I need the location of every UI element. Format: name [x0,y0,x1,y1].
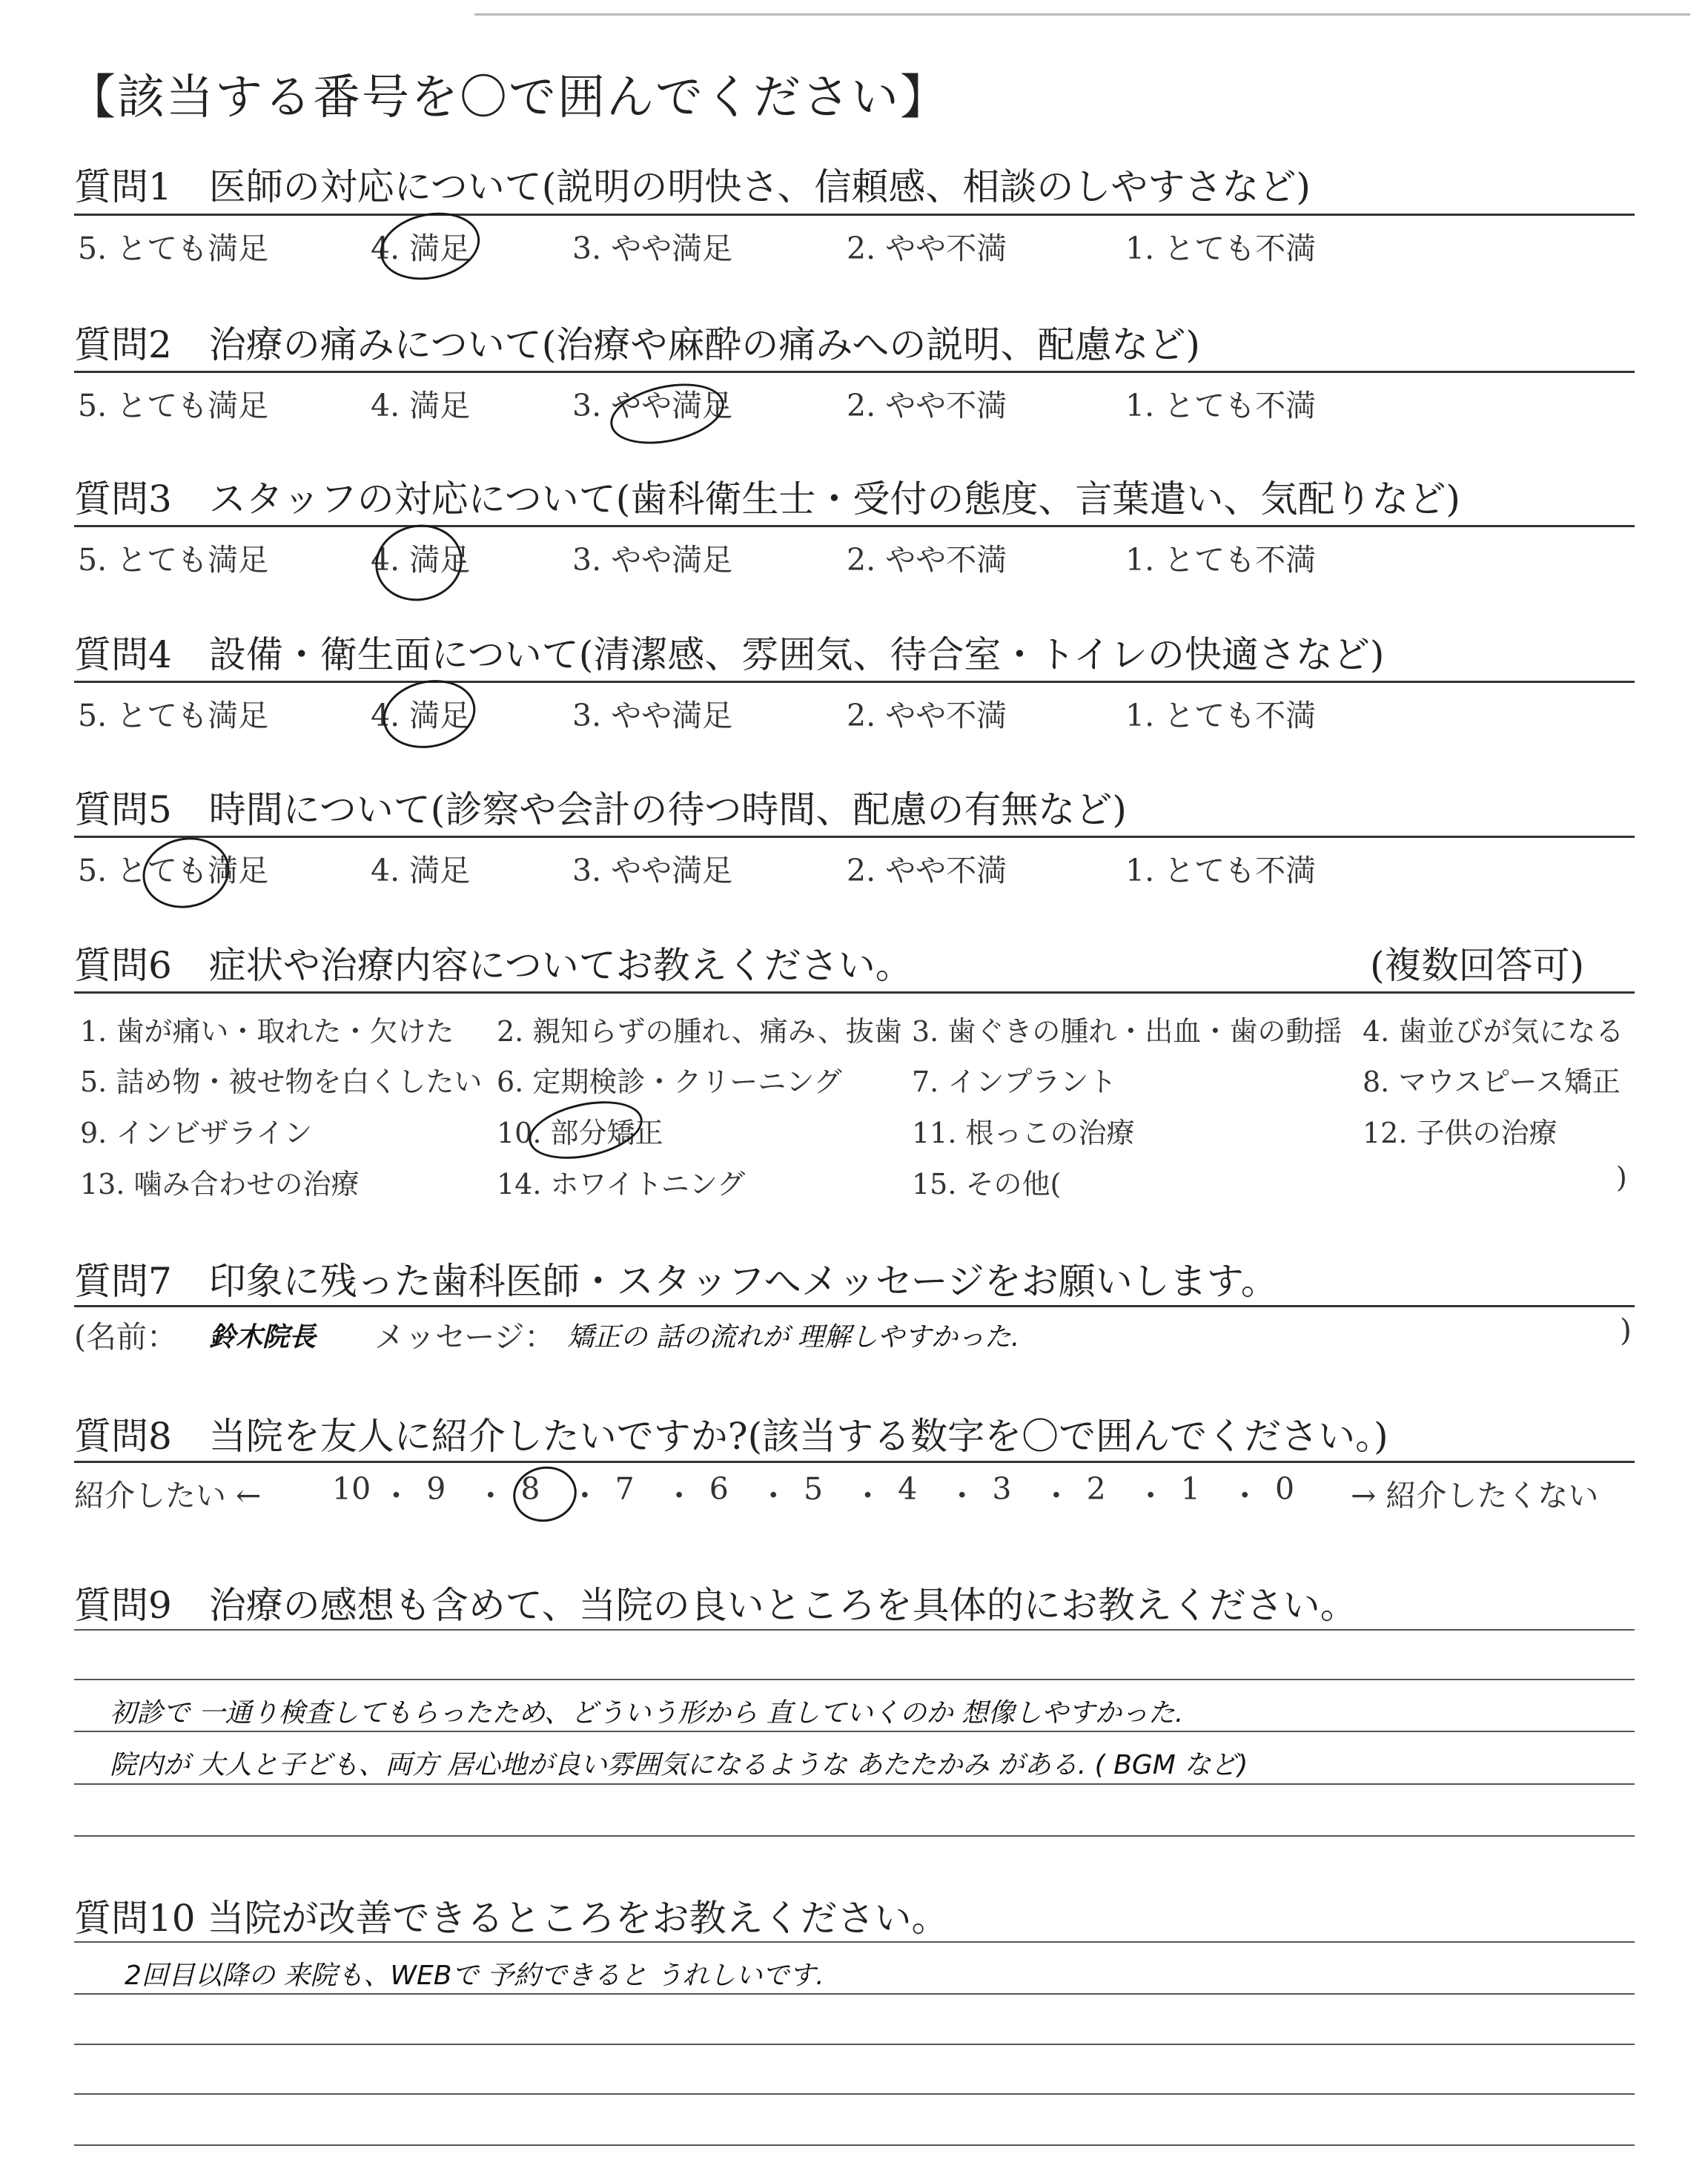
answer-line [74,1731,1635,1732]
option-4[interactable]: 4. 満足 [371,388,471,423]
option-2[interactable]: 2. やや不満 [847,542,1007,578]
option-1[interactable]: 1. とても不満 [1125,698,1317,733]
selection-circle [136,830,236,916]
symptom-item[interactable]: 8. マウスピース矯正 [1363,1066,1621,1098]
symptom-item[interactable]: 4. 歯並びが気になる [1363,1015,1624,1048]
scale-value-6[interactable]: 6 [709,1471,729,1507]
other-close-paren: ) [1616,1161,1627,1194]
question-title: 質問5 時間について(診察や会計の待つ時間、配慮の有無など) [74,788,1127,831]
scale-value-4[interactable]: 4 [898,1471,918,1507]
scale-separator: ・ [1229,1478,1260,1513]
page-header: 【該当する番号を〇で囲んでください】 [68,70,949,125]
question-title: 質問6 症状や治療内容についてお教えください。 [74,944,913,987]
scale-value-1[interactable]: 1 [1180,1471,1200,1507]
question-title: 質問3 スタッフの対応について(歯科衛生士・受付の態度、言葉遣い、気配りなど) [74,478,1460,521]
symptom-item[interactable]: 9. インビザライン [80,1117,313,1149]
option-4[interactable]: 4. 満足 [371,231,471,266]
symptom-item[interactable]: 11. 根っこの治療 [912,1117,1135,1149]
option-3[interactable]: 3. やや満足 [572,388,733,423]
scale-separator: ・ [947,1478,978,1513]
question-title: 質問9 治療の感想も含めて、当院の良いところを具体的にお教えください。 [74,1584,1357,1627]
symptom-item[interactable]: 3. 歯ぐきの腫れ・出血・歯の動揺 [912,1015,1343,1048]
option-3[interactable]: 3. やや満足 [572,231,733,266]
recommend-left-label: 紹介したい ← [74,1478,262,1513]
improvement-answer[interactable]: 2回目以降の 来院も、WEBで 予約できると うれしいです. [125,1961,824,1991]
symptom-item[interactable]: 2. 親知らずの腫れ、痛み、抜歯 [497,1015,902,1048]
good-points-answer[interactable]: 院内が 大人と子ども、両方 居心地が良い雰囲気になるような あたたかみ がある. ( BGM など) [110,1750,1248,1780]
option-4[interactable]: 4. 満足 [371,542,471,578]
option-2[interactable]: 2. やや不満 [847,853,1007,888]
scale-separator: ・ [569,1478,600,1513]
option-3[interactable]: 3. やや満足 [572,542,733,578]
option-1[interactable]: 1. とても不満 [1125,853,1317,888]
symptom-item[interactable]: 12. 子供の治療 [1363,1117,1558,1149]
message-close-paren: ) [1620,1312,1632,1348]
option-3[interactable]: 3. やや満足 [572,853,733,888]
scale-separator: ・ [758,1478,789,1513]
divider [74,214,1635,216]
option-5[interactable]: 5. とても満足 [78,853,269,888]
divider [74,681,1635,683]
divider [74,1461,1635,1463]
option-2[interactable]: 2. やや不満 [847,388,1007,423]
option-4[interactable]: 4. 満足 [371,853,471,888]
selection-circle [523,1092,648,1169]
scale-value-2[interactable]: 2 [1086,1471,1106,1507]
answer-line [74,2093,1635,2095]
scale-value-5[interactable]: 5 [804,1471,824,1507]
answer-line [74,1835,1635,1837]
option-5[interactable]: 5. とても満足 [78,231,269,266]
multiple-answer-note: (複数回答可) [1370,944,1585,987]
option-3[interactable]: 3. やや満足 [572,698,733,733]
scale-value-8[interactable]: 8 [520,1471,540,1507]
scale-separator: ・ [1041,1478,1072,1513]
option-5[interactable]: 5. とても満足 [78,542,269,578]
scale-value-10[interactable]: 10 [332,1471,371,1507]
option-2[interactable]: 2. やや不満 [847,698,1007,733]
scale-separator: ・ [1135,1478,1166,1513]
scale-value-3[interactable]: 3 [992,1471,1012,1507]
scale-separator: ・ [475,1478,506,1513]
symptom-item[interactable]: 10. 部分矯正 [497,1117,663,1149]
selection-circle [374,204,486,288]
symptom-item[interactable]: 1. 歯が痛い・取れた・欠けた [80,1015,454,1048]
scale-separator: ・ [663,1478,695,1513]
option-5[interactable]: 5. とても満足 [78,698,269,733]
scale-value-7[interactable]: 7 [615,1471,635,1507]
answer-line [74,1629,1635,1631]
question-title: 質問2 治療の痛みについて(治療や麻酔の痛みへの説明、配慮など) [74,323,1200,366]
scan-edge-line [474,13,1690,16]
answer-line [74,1993,1635,1995]
divider [74,371,1635,373]
divider [74,991,1635,994]
option-5[interactable]: 5. とても満足 [78,388,269,423]
selection-circle [377,672,482,756]
symptom-item[interactable]: 7. インプラント [912,1066,1117,1098]
symptom-item[interactable]: 5. 詰め物・被せ物を白くしたい [80,1066,483,1098]
answer-line [74,2144,1635,2146]
message-value[interactable]: 矯正の 話の流れが 理解しやすかった. [567,1322,1020,1353]
answer-line [74,1941,1635,1943]
divider [74,836,1635,838]
name-value[interactable]: 鈴木院長 [209,1322,317,1353]
symptom-item[interactable]: 15. その他( [912,1168,1062,1200]
selection-circle [368,517,470,609]
name-label: (名前： [74,1319,177,1355]
scale-separator: ・ [853,1478,883,1513]
question-title: 質問1 医師の対応について(説明の明快さ、信頼感、相談のしやすさなど) [74,165,1311,208]
divider [74,1305,1635,1307]
option-4[interactable]: 4. 満足 [371,698,471,733]
answer-line [74,2044,1635,2045]
question-title: 質問7 印象に残った歯科医師・スタッフへメッセージをお願いします。 [74,1260,1278,1303]
answer-line [74,1783,1635,1785]
scale-value-9[interactable]: 9 [426,1471,446,1507]
option-1[interactable]: 1. とても不満 [1125,542,1317,578]
answer-line [74,1679,1635,1680]
scale-separator: ・ [381,1478,411,1513]
scale-value-0[interactable]: 0 [1275,1471,1295,1507]
symptom-item[interactable]: 6. 定期検診・クリーニング [497,1066,842,1098]
recommend-right-label: → 紹介したくない [1351,1478,1599,1513]
option-1[interactable]: 1. とても不満 [1125,388,1317,423]
option-2[interactable]: 2. やや不満 [847,231,1007,266]
good-points-answer[interactable]: 初診で 一通り検査してもらったため、どういう形から 直していくのか 想像しやすかった. [110,1698,1184,1728]
question-title: 質問8 当院を友人に紹介したいですか?(該当する数字を〇で囲んでください。) [74,1415,1388,1458]
divider [74,525,1635,527]
message-label: メッセージ： [374,1319,555,1355]
question-title: 質問4 設備・衛生面について(清潔感、雰囲気、待合室・トイレの快適さなど) [74,633,1385,676]
option-1[interactable]: 1. とても不満 [1125,231,1317,266]
symptom-item[interactable]: 13. 噛み合わせの治療 [80,1168,360,1200]
question-title: 質問10 当院が改善できるところをお教えください。 [74,1897,949,1940]
symptom-item[interactable]: 14. ホワイトニング [497,1168,746,1200]
